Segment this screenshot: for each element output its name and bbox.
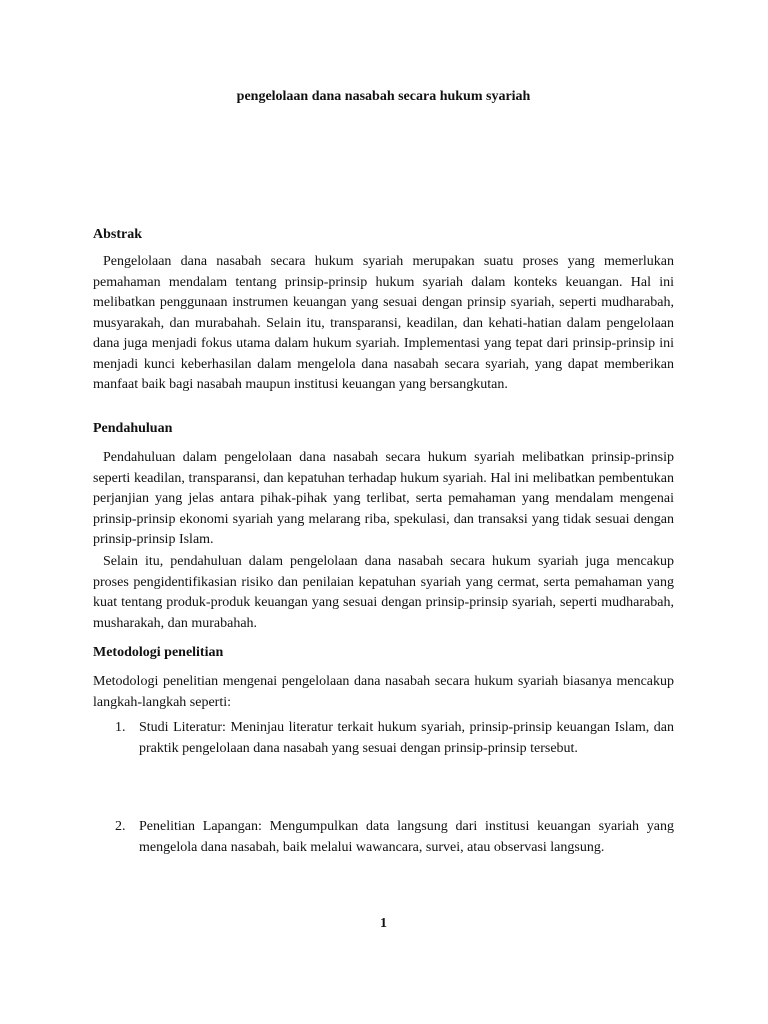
- introduction-heading: Pendahuluan: [93, 421, 173, 436]
- methodology-heading: Metodologi penelitian: [93, 645, 224, 660]
- methodology-intro: Metodologi penelitian mengenai pengelolaan dana nasabah secara hukum syariah biasanya mencakup langkah-langkah seperti:: [93, 674, 674, 710]
- document-title: pengelolaan dana nasabah secara hukum syariah: [236, 89, 531, 104]
- page-number: 1: [380, 916, 387, 931]
- list-item-text: Penelitian Lapangan: Mengumpulkan data langsung dari institusi keuangan syariah yang mengelola dana nasabah, baik melalui wawancara, survei, atau observasi langsung.: [139, 819, 674, 855]
- list-item-number: 2.: [115, 819, 126, 834]
- abstract-paragraph: Pengelolaan dana nasabah secara hukum syariah merupakan suatu proses yang memerlukan pemahaman mendalam tentang prinsip-prinsip hukum syariah dalam konteks keuangan. Hal ini melibatkan penggunaan instrumen keuangan yang sesuai dengan prinsip syariah, seperti mudharabah, musyarakah, dan murabahah. Selain itu, transparansi, keadilan, dan kehati-hatian dalam pengelolaan dana juga menjadi fokus utama dalam hukum syariah. Implementasi yang tepat dari prinsip-prinsip ini menjadi kunci keberhasilan dalam mengelola dana nasabah secara syariah, yang dapat memberikan manfaat baik bagi nasabah maupun institusi keuangan yang bersangkutan.: [93, 254, 674, 392]
- introduction-paragraph-1: Pendahuluan dalam pengelolaan dana nasabah secara hukum syariah melibatkan prinsip-prinsip seperti keadilan, transparansi, dan kepatuhan terhadap hukum syariah. Hal ini melibatkan pembentukan perjanjian yang jelas antara pihak-pihak yang terlibat, serta pemahaman yang mendalam mengenai prinsip-prinsip ekonomi syariah yang melarang riba, spekulasi, dan transaksi yang tidak sesuai dengan prinsip-prinsip Islam.: [93, 450, 674, 547]
- list-item-text: Studi Literatur: Meninjau literatur terkait hukum syariah, prinsip-prinsip keuangan Islam, dan praktik pengelolaan dana nasabah yang sesuai dengan prinsip-prinsip tersebut.: [139, 720, 674, 756]
- list-item-number: 1.: [115, 720, 126, 735]
- introduction-paragraph-2: Selain itu, pendahuluan dalam pengelolaan dana nasabah secara hukum syariah juga mencakup proses pengidentifikasian risiko dan penilaian kepatuhan syariah yang cermat, serta pemahaman yang kuat tentang produk-produk keuangan yang sesuai dengan prinsip-prinsip syariah, seperti mudharabah, musharakah, dan murabahah.: [93, 554, 674, 631]
- abstract-heading: Abstrak: [93, 227, 143, 242]
